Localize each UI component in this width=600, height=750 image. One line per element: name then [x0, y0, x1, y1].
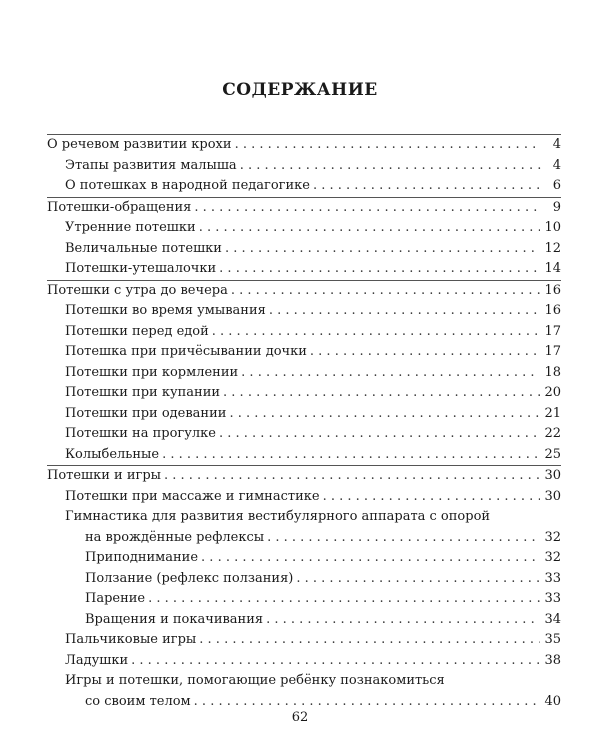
toc-entry-page: 21 [544, 405, 561, 421]
dot-leader [323, 487, 541, 508]
toc-entry-page: 32 [544, 550, 561, 565]
table-of-contents [47, 134, 561, 712]
dot-leader [199, 630, 540, 651]
toc-entry-page: 4 [552, 137, 561, 152]
toc-entry-page: 35 [544, 632, 561, 647]
toc-entry-label: Потешки при массаже и гимнастике [65, 488, 320, 504]
toc-entry-page: 14 [544, 261, 561, 276]
toc-entry-label: Приподнимание [85, 550, 199, 565]
toc-entry-label: Утренние потешки [65, 220, 196, 235]
dot-leader [229, 404, 540, 425]
toc-entry-label: Потешки при купании [65, 385, 221, 400]
toc-entry[interactable] [47, 322, 561, 343]
toc-entry-page: 38 [544, 652, 561, 668]
toc-entry[interactable] [47, 651, 561, 672]
toc-entry[interactable] [47, 610, 561, 631]
toc-entry[interactable] [47, 589, 561, 610]
toc-entry-label: Этапы развития малыша [65, 157, 237, 173]
toc-entry-page: 20 [544, 385, 561, 400]
toc-entry-page: 9 [552, 199, 561, 215]
dot-leader [162, 445, 540, 466]
dot-leader [201, 548, 540, 569]
toc-entry-page: 33 [544, 591, 561, 606]
toc-entry[interactable] [47, 281, 561, 302]
toc-entry-label: со своим телом [85, 693, 191, 709]
toc-entry-label: Пальчиковые игры [65, 632, 197, 647]
toc-entry-line[interactable]: Гимнастика для развития вестибулярного аппарата с опорой [65, 509, 491, 524]
toc-section [47, 465, 561, 712]
dot-leader [310, 342, 541, 363]
toc-entry-page: 10 [544, 220, 561, 235]
toc-entry[interactable] [47, 301, 561, 322]
dot-leader [219, 424, 540, 445]
toc-entry-line[interactable]: Игры и потешки, помогающие ребёнку познакомиться [65, 673, 445, 688]
toc-entry-label: Потешки-утешалочки [65, 261, 217, 276]
toc-entry-page: 4 [552, 157, 561, 173]
dot-leader [241, 363, 540, 384]
page-number: 62 [291, 710, 309, 725]
toc-entry-label: Потешки при кормлении [65, 364, 239, 380]
dot-leader [266, 610, 540, 631]
toc-entry-page: 17 [544, 344, 561, 359]
toc-entry-page: 22 [544, 426, 561, 441]
toc-entry[interactable] [47, 342, 561, 363]
toc-entry[interactable] [47, 424, 561, 445]
toc-entry-label: Ползание (рефлекс ползания) [85, 570, 294, 586]
toc-entry-label: на врождённые рефлексы [85, 529, 265, 545]
toc-entry[interactable] [47, 692, 561, 713]
toc-entry[interactable] [47, 218, 561, 239]
toc-entry-label: Потешки на прогулке [65, 426, 216, 441]
dot-leader [267, 528, 540, 549]
dot-leader [313, 176, 541, 197]
toc-entry-page: 16 [544, 282, 561, 298]
toc-section [47, 134, 561, 197]
dot-leader [148, 589, 540, 610]
toc-entry[interactable] [47, 528, 561, 549]
dot-leader [235, 135, 541, 156]
dot-leader [212, 322, 541, 343]
toc-entry[interactable] [47, 383, 561, 404]
toc-entry-page: 32 [544, 529, 561, 545]
dot-leader [194, 692, 541, 713]
toc-entry-label: Ладушки [65, 652, 129, 668]
dot-leader [231, 281, 541, 302]
toc-entry-page: 40 [544, 693, 561, 709]
toc-entry-page: 33 [544, 570, 561, 586]
page-title: СОДЕРЖАНИЕ [222, 80, 378, 100]
toc-entry-label: Потешки во время умывания [65, 303, 266, 318]
toc-entry-page: 18 [544, 364, 561, 380]
toc-entry[interactable] [47, 176, 561, 197]
dot-leader [296, 569, 540, 590]
toc-entry[interactable] [47, 569, 561, 590]
dot-leader [240, 156, 541, 177]
toc-entry-page: 34 [544, 611, 561, 627]
toc-entry-label: Колыбельные [65, 446, 160, 462]
toc-entry-page: 25 [544, 446, 561, 462]
toc-entry[interactable] [47, 548, 561, 569]
toc-entry-page: 6 [552, 178, 561, 193]
toc-entry[interactable] [47, 363, 561, 384]
toc-entry[interactable] [47, 404, 561, 425]
toc-section [47, 280, 561, 466]
toc-section [47, 197, 561, 280]
dot-leader [225, 239, 541, 260]
toc-entry[interactable] [47, 239, 561, 260]
dot-leader [219, 259, 540, 280]
toc-entry-label: Потешки-обращения [47, 199, 192, 215]
toc-entry-label: Потешки и игры [47, 468, 161, 483]
toc-entry-page: 16 [544, 303, 561, 318]
toc-entry-page: 12 [544, 240, 561, 256]
toc-entry[interactable] [47, 445, 561, 466]
dot-leader [269, 301, 541, 322]
toc-entry[interactable] [47, 259, 561, 280]
dot-leader [223, 383, 540, 404]
toc-entry[interactable] [47, 198, 561, 219]
toc-entry-label: Парение [85, 591, 146, 606]
toc-entry-label: О речевом развитии крохи [47, 137, 232, 152]
toc-entry-label: Потешки перед едой [65, 323, 209, 339]
toc-entry[interactable] [47, 466, 561, 487]
toc-entry-label: Потешки при одевании [65, 405, 227, 421]
dot-leader [199, 218, 541, 239]
dot-leader [194, 198, 541, 219]
dot-leader [131, 651, 540, 672]
dot-leader [164, 466, 540, 487]
toc-entry[interactable] [47, 156, 561, 177]
toc-entry[interactable] [47, 630, 561, 651]
toc-entry-label: Потешки с утра до вечера [47, 282, 228, 298]
toc-entry-page: 17 [544, 323, 561, 339]
toc-entry-label: Потешка при причёсывании дочки [65, 344, 307, 359]
toc-entry[interactable] [47, 135, 561, 156]
toc-entry[interactable] [47, 487, 561, 508]
toc-entry-label: Вращения и покачивания [85, 611, 264, 627]
toc-entry-page: 30 [544, 488, 561, 504]
toc-entry-page: 30 [544, 468, 561, 483]
toc-entry-label: О потешках в народной педагогике [65, 178, 310, 193]
toc-entry-label: Величальные потешки [65, 240, 222, 256]
